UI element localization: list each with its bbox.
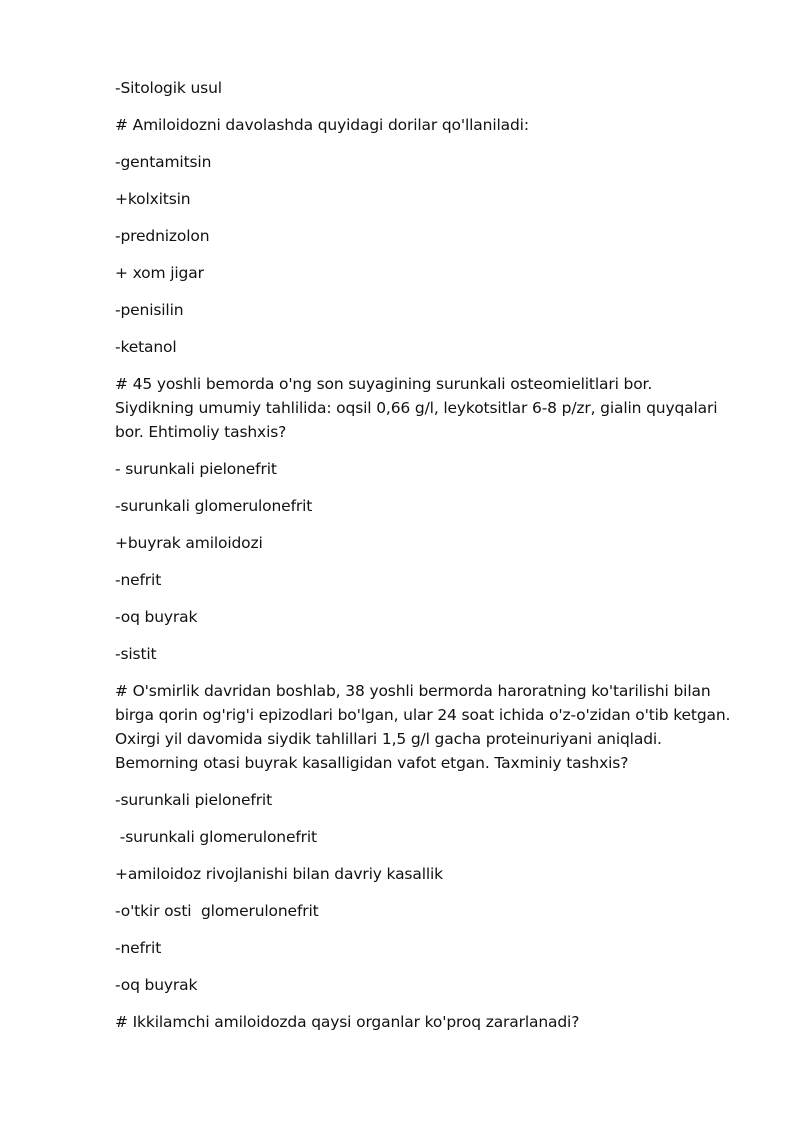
- answer-option: +kolxitsin: [115, 190, 191, 208]
- question: # 45 yoshli bemorda o'ng son suyagining surunkali osteomielitlari bor. Siydikning umumiy tahlilida: oqsil 0,66 g/l, leykotsitlar 6-8 p/zr, gialin quyqalari bor. Ehtimoliy tashxis?: [115, 375, 723, 441]
- answer-option: + xom jigar: [115, 264, 204, 282]
- answer-option: -nefrit: [115, 939, 162, 957]
- answer-option: +buyrak amiloidozi: [115, 534, 263, 552]
- answer-option: -Sitologik usul: [115, 79, 222, 97]
- question: # O'smirlik davridan boshlab, 38 yoshli bermorda haroratning ko'tarilishi bilan birga qorin og'rig'i epizodlari bo'lgan, ular 24 soat ichida o'z-o'zidan o'tib ketgan. Oxirgi yil davomida siydik tahlillari 1,5 g/l gacha proteinuriyani aniqladi. Bemorning otasi buyrak kasalligidan vafot etgan. Taxminiy tashxis?: [115, 682, 736, 772]
- answer-option: +amiloidoz rivojlanishi bilan davriy kasallik: [115, 865, 443, 883]
- answer-option: -nefrit: [115, 571, 162, 589]
- answer-option: -ketanol: [115, 338, 177, 356]
- answer-option: -surunkali glomerulonefrit: [115, 497, 313, 515]
- document-body: [115, 76, 735, 1034]
- answer-option: -o'tkir osti glomerulonefrit: [115, 902, 319, 920]
- answer-option: -penisilin: [115, 301, 184, 319]
- answer-option: -oq buyrak: [115, 608, 198, 626]
- answer-option: -surunkali pielonefrit: [115, 791, 272, 809]
- answer-option: -gentamitsin: [115, 153, 212, 171]
- answer-option: -oq buyrak: [115, 976, 198, 994]
- answer-option: -prednizolon: [115, 227, 210, 245]
- question: # Amiloidozni davolashda quyidagi dorilar qo'llaniladi:: [115, 116, 529, 134]
- answer-option: -surunkali glomerulonefrit: [115, 828, 317, 846]
- question: # Ikkilamchi amiloidozda qaysi organlar ko'proq zararlanadi?: [115, 1013, 580, 1031]
- answer-option: -sistit: [115, 645, 157, 663]
- answer-option: - surunkali pielonefrit: [115, 460, 277, 478]
